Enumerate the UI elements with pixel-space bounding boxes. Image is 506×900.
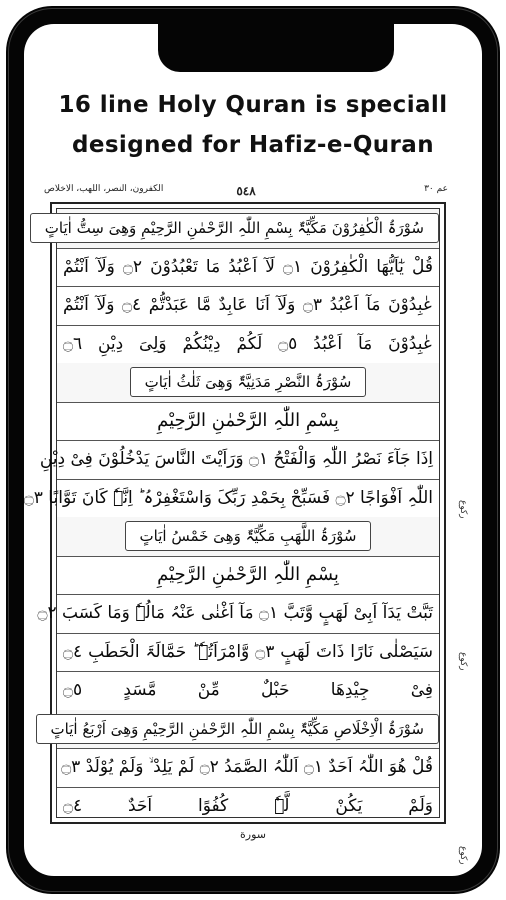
ayah-line: اِذَا جَآءَ نَصْرُ اللّٰہِ وَالْفَتْحُ ۝١ وَرَاَیْتَ النَّاسَ یَدْخُلُوْنَ فِیْ دِیْنِ — [57, 440, 439, 480]
ayah-line: قُلْ یٰٓاَیُّھَا الْکٰفِرُوْنَ ۝١ لَآ اَعْبُدُ مَا تَعْبُدُوْنَ ۝٢ وَلَآ اَنْتُمْ — [57, 248, 439, 288]
ayah-line: فِیْ جِیْدِھَا حَبْلٌ مِّنْ مَّسَدٍ ۝٥ — [57, 671, 439, 711]
surah-title-line — [50, 710, 439, 750]
ayah-line: اللّٰہِ اَفْوَاجًا ۝٢ فَسَبِّحْ بِحَمْدِ رَبِّکَ وَاسْتَغْفِرْہُ ؕ اِنَّہٗ کَانَ تَوَّابًا ۝٣ — [57, 479, 439, 519]
ayah-line: قُلْ ھُوَ اللّٰہُ اَحَدٌ ۝١ اَللّٰہُ الصَّمَدُ ۝٢ لَمْ یَلِدْ ۙ وَلَمْ یُوْلَدْ ۝٣ — [57, 748, 439, 788]
surah-title: سُوْرَۃُ الْاِخْلَاصِ مَکِّیَّۃٌ بِسْمِ اللّٰہِ الرَّحْمٰنِ الرَّحِیْمِ وَھِیَ اَرْبَعُ اٰیَاتٍ — [36, 714, 439, 744]
page-number: ٥٤٨ — [236, 184, 256, 198]
ayah-line: عٰبِدُوْنَ مَآ اَعْبُدُ ۝٣ وَلَآ اَنَا عَابِدٌ مَّا عَبَدْتُّمْ ۝٤ وَلَآ اَنْتُمْ — [57, 286, 439, 326]
margin-note: رکوع — [458, 846, 468, 865]
quran-page — [23, 182, 468, 876]
ayah-line: سَیَصْلٰی نَارًا ذَاتَ لَھَبٍ ۝٣ وَّامْرَاَتُہٗ ؕ حَمَّالَۃَ الْحَطَبِ ۝٤ — [57, 633, 439, 673]
phone-screen — [24, 24, 482, 876]
ayah-line: عٰبِدُوْنَ مَآ اَعْبُدُ ۝٥ لَکُمْ دِیْنُکُمْ وَلِیَ دِیْنِ ۝٦ — [57, 325, 439, 365]
page-lines — [23, 208, 440, 818]
headline-line-1: 16 line Holy Quran is speciall — [58, 92, 448, 118]
bismillah-line: بِسْمِ اللّٰہِ الرَّحْمٰنِ الرَّحِیْمِ — [57, 556, 439, 596]
ayah-line: وَلَمْ یَکُنْ لَّہٗ کُفُوًا اَحَدٌ ۝٤ — [63, 795, 433, 816]
ayah-line: تَبَّتْ یَدَآ اَبِیْ لَھَبٍ وَّتَبَّ ۝١ مَآ اَغْنٰی عَنْہُ مَالُہٗ وَمَا کَسَبَ ۝٢ — [57, 594, 439, 634]
margin-note: رکوع — [458, 500, 468, 519]
bismillah-line: بِسْمِ اللّٰہِ الرَّحْمٰنِ الرَّحِیْمِ — [57, 402, 439, 442]
margin-note: رکوع — [458, 652, 468, 671]
surah-title-line — [57, 363, 439, 403]
surah-title: سُوْرَۃُ اللَّھَبِ مَکِّیَّۃٌ وَھِیَ خَمْسُ اٰیَاتٍ — [125, 521, 372, 551]
phone-frame — [6, 6, 500, 894]
surah-names-label: الکفرون، النصر، اللھب، الاخلاص — [44, 184, 164, 194]
headline-line-2: designed for Hafiz-e-Quran — [71, 132, 434, 158]
surah-title-line — [44, 209, 439, 249]
juz-label: عم ۳۰ — [424, 184, 448, 194]
phone-notch — [158, 24, 394, 72]
surah-title: سُوْرَۃُ النَّصْرِ مَدَنِیَّۃٌ وَھِیَ ثَلٰثُ اٰیَاتٍ — [130, 367, 367, 397]
catchword: سورة — [240, 828, 266, 841]
page-frame — [23, 202, 446, 824]
surah-title-line — [57, 517, 439, 557]
surah-title: سُوْرَۃُ الْکٰفِرُوْنَ مَکِّیَّۃٌ بِسْمِ اللّٰہِ الرَّحْمٰنِ الرَّحِیْمِ وَھِیَ سِتُّ اٰیَاتٍ — [30, 213, 439, 243]
page-header — [44, 184, 448, 198]
